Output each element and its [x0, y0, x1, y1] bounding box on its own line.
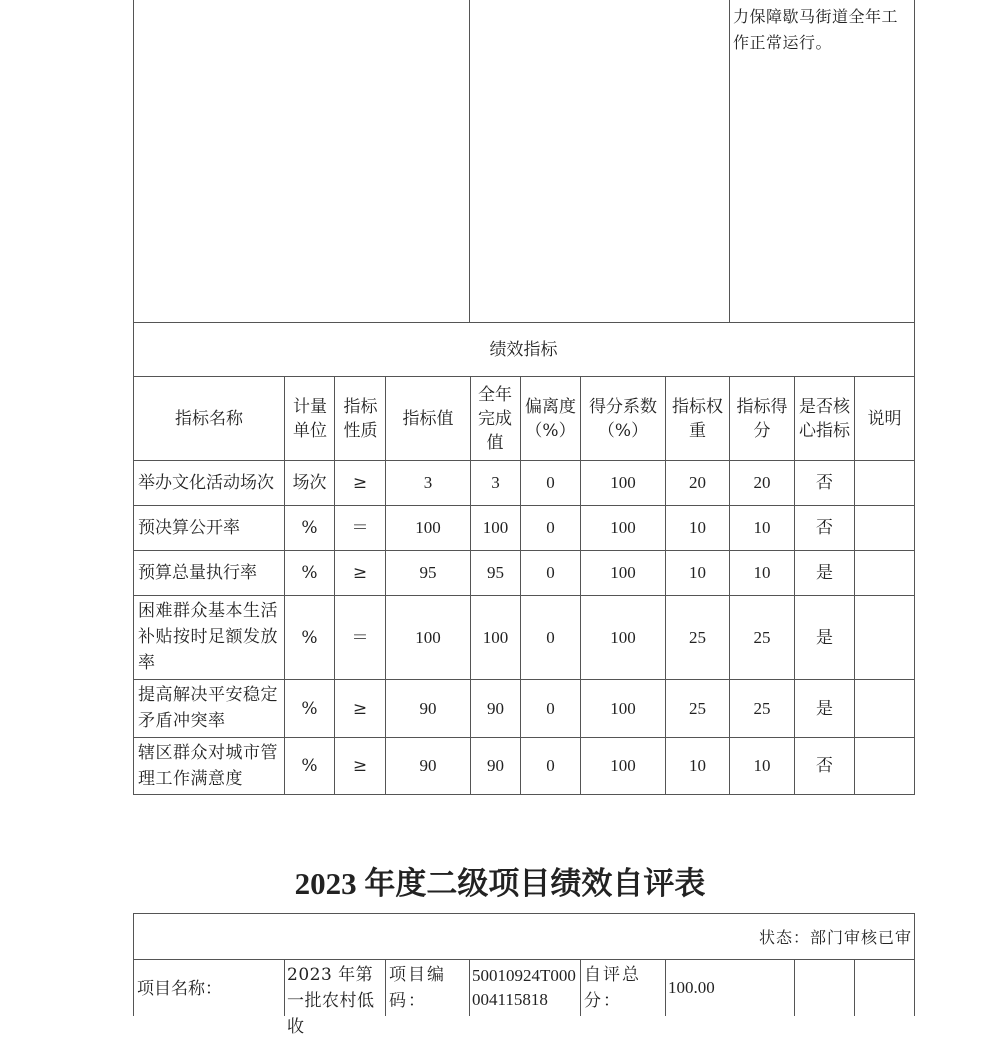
row-note	[855, 738, 914, 794]
form-title-text: 年度二级项目绩效自评表	[364, 866, 706, 902]
row-name: 预算总量执行率	[138, 563, 257, 583]
row-weight: 25	[689, 698, 706, 718]
row-nature: ＝	[351, 627, 369, 648]
row-name: 辖区群众对城市管理工作满意度	[138, 743, 278, 789]
row-note	[855, 596, 914, 679]
row-unit: %	[301, 698, 318, 719]
row-nature: ≥	[352, 563, 368, 583]
row-core: 否	[816, 518, 833, 538]
row-unit: %	[301, 518, 318, 538]
row-target: 90	[419, 698, 437, 718]
header-deviation: 偏离度（%）	[525, 396, 576, 441]
row-core: 是	[816, 627, 833, 648]
row-actual: 95	[487, 563, 504, 582]
row-actual: 3	[491, 473, 500, 492]
header-note: 说明	[867, 408, 902, 429]
row-name: 困难群众基本生活补贴按时足额发放率	[138, 601, 278, 673]
top-description-text: 力保障歇马街道全年工作正常运行。	[733, 7, 899, 52]
section-title: 绩效指标	[489, 339, 558, 360]
row-actual: 90	[487, 756, 504, 775]
row-deviation: 0	[546, 627, 555, 647]
row-nature: ≥	[352, 756, 368, 776]
row-weight: 10	[689, 563, 706, 582]
row-deviation: 0	[546, 518, 555, 537]
row-weight: 10	[689, 518, 706, 537]
self-score-label: 自评总分：	[584, 965, 641, 1011]
row-target: 3	[423, 473, 433, 492]
project-code-label: 项目编码：	[389, 965, 446, 1011]
row-weight: 25	[689, 627, 706, 647]
row-target: 95	[419, 563, 437, 582]
project-name-label: 项目名称：	[137, 979, 222, 999]
header-target: 指标值	[402, 408, 454, 429]
row-name: 举办文化活动场次	[138, 473, 274, 493]
row-name: 预决算公开率	[138, 518, 240, 538]
row-coef: 100	[610, 563, 636, 582]
row-core: 是	[816, 698, 833, 719]
row-coef: 100	[610, 698, 636, 718]
form-title-year: 2023	[294, 866, 357, 901]
header-coef: 得分系数（%）	[589, 396, 657, 441]
row-score: 10	[753, 756, 771, 775]
header-actual: 全年完成值	[478, 384, 512, 453]
row-core: 否	[816, 756, 833, 776]
row-coef: 100	[610, 627, 636, 647]
header-core: 是否核心指标	[799, 396, 850, 441]
row-deviation: 0	[546, 563, 555, 582]
row-score: 10	[753, 563, 771, 582]
row-unit: %	[301, 563, 318, 583]
project-name-value: 2023 年第一批农村低收	[287, 965, 375, 1037]
project-code-value: 50010924T000004115818	[472, 966, 576, 1009]
row-core: 是	[816, 563, 833, 583]
row-nature: ＝	[351, 518, 369, 538]
form-title	[0, 858, 1000, 903]
row-deviation: 0	[546, 756, 555, 775]
row-unit: %	[301, 756, 318, 776]
header-score: 指标得分	[736, 396, 788, 441]
header-nature: 指标性质	[343, 396, 378, 441]
row-note	[855, 680, 914, 737]
row-weight: 20	[689, 473, 706, 492]
header-unit: 计量单位	[293, 396, 327, 441]
row-deviation: 0	[546, 473, 555, 492]
row-nature: ≥	[352, 698, 368, 719]
form-status: 状态：部门审核已审	[758, 928, 912, 947]
header-weight: 指标权重	[672, 396, 723, 441]
row-coef: 100	[610, 473, 636, 492]
header-name: 指标名称	[175, 408, 243, 429]
row-actual: 90	[487, 698, 504, 718]
row-unit: 场次	[292, 473, 327, 493]
row-score: 25	[753, 698, 771, 718]
row-note	[855, 551, 914, 595]
row-nature: ≥	[352, 473, 368, 493]
row-deviation: 0	[546, 698, 555, 718]
row-coef: 100	[610, 756, 636, 775]
row-score: 10	[753, 518, 771, 537]
self-score-value: 100.00	[668, 978, 715, 997]
row-name: 提高解决平安稳定矛盾冲突率	[138, 685, 278, 731]
row-target: 100	[415, 518, 441, 537]
row-actual: 100	[482, 518, 509, 537]
row-target: 90	[419, 756, 437, 775]
row-actual: 100	[482, 627, 509, 647]
row-coef: 100	[610, 518, 636, 537]
row-target: 100	[415, 627, 441, 647]
row-note	[855, 506, 914, 550]
row-core: 否	[816, 473, 833, 493]
row-note	[855, 461, 914, 505]
row-weight: 10	[689, 756, 706, 775]
row-score: 20	[753, 473, 771, 492]
row-score: 25	[753, 627, 771, 647]
row-unit: %	[301, 627, 318, 648]
